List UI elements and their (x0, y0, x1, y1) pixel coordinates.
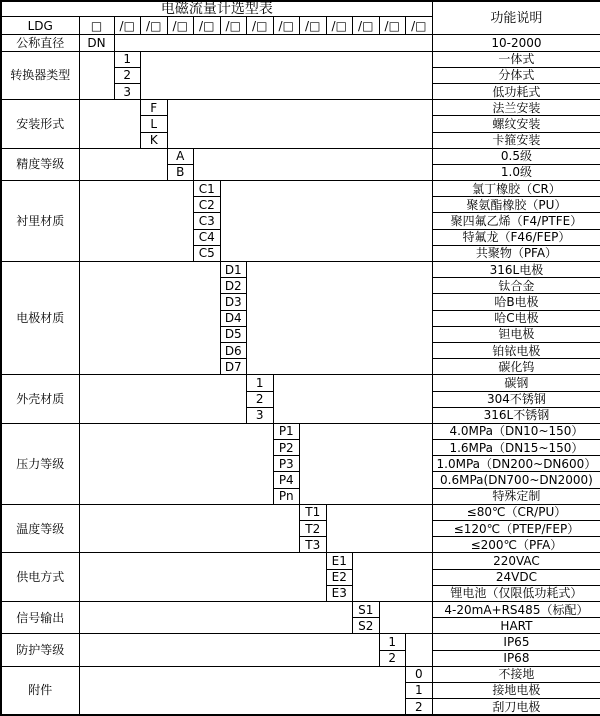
code-cell: E2 (326, 569, 353, 585)
code-cell: C5 (194, 245, 221, 261)
desc-cell: 聚四氟乙烯（F4/PTFE） (432, 213, 600, 229)
code-cell: 3 (114, 83, 141, 99)
code-slot: /□ (167, 17, 194, 35)
desc-cell: 低功耗式 (432, 83, 600, 99)
code-slot: /□ (141, 17, 168, 35)
group-label: 公称直径 (1, 35, 79, 51)
group-label: 信号输出 (1, 601, 79, 633)
code-cell: 2 (114, 67, 141, 83)
desc-cell: 锂电池（仅限低功耗式） (432, 585, 600, 601)
filler-cell (79, 375, 247, 424)
filler-cell (79, 634, 379, 666)
desc-cell: ≤120℃（PTEP/FEP） (432, 521, 600, 537)
filler-cell (79, 553, 326, 602)
desc-cell: 碳钢 (432, 375, 600, 391)
code-cell: D7 (220, 359, 247, 375)
code-cell: P3 (273, 456, 300, 472)
desc-cell: 共聚物（PFA） (432, 245, 600, 261)
desc-cell: 304不锈钢 (432, 391, 600, 407)
desc-cell: 碳化钨 (432, 359, 600, 375)
code-cell: 1 (406, 682, 433, 698)
desc-cell: 1.6MPa（DN15~150） (432, 440, 600, 456)
desc-cell: 铂铱电极 (432, 342, 600, 358)
filler-cell (379, 601, 432, 633)
desc-cell: 分体式 (432, 67, 600, 83)
code-cell: 3 (247, 407, 274, 423)
code-cell: C4 (194, 229, 221, 245)
desc-cell: 特氟龙（F46/FEP） (432, 229, 600, 245)
group-label: 温度等级 (1, 504, 79, 553)
desc-cell: 24VDC (432, 569, 600, 585)
filler-cell (79, 423, 273, 504)
code-cell: T3 (300, 537, 327, 553)
group-label: 压力等级 (1, 423, 79, 504)
code-cell: P1 (273, 423, 300, 439)
code-cell: B (167, 164, 194, 180)
desc-cell: 不接地 (432, 666, 600, 682)
filler-cell (79, 181, 194, 262)
desc-cell: HART (432, 618, 600, 634)
code-cell: S1 (353, 601, 380, 617)
filler-cell (247, 262, 433, 375)
desc-cell: 哈C电极 (432, 310, 600, 326)
code-cell: C2 (194, 197, 221, 213)
desc-cell: 钽电极 (432, 326, 600, 342)
group-label: 转换器类型 (1, 51, 79, 100)
code-cell: A (167, 148, 194, 164)
function-column-header: 功能说明 (432, 1, 600, 35)
desc-cell: 螺纹安装 (432, 116, 600, 132)
code-cell: 2 (247, 391, 274, 407)
code-cell: 2 (379, 650, 406, 666)
desc-cell: 哈B电极 (432, 294, 600, 310)
code-slot: /□ (247, 17, 274, 35)
desc-cell: IP68 (432, 650, 600, 666)
code-cell: C3 (194, 213, 221, 229)
desc-cell: 特殊定制 (432, 488, 600, 504)
code-cell: D1 (220, 262, 247, 278)
code-slot: /□ (194, 17, 221, 35)
code-cell: E3 (326, 585, 353, 601)
code-cell: 1 (114, 51, 141, 67)
desc-cell: ≤200℃（PFA） (432, 537, 600, 553)
desc-cell: 卡箍安装 (432, 132, 600, 148)
desc-cell: 316L不锈钢 (432, 407, 600, 423)
code-cell: P4 (273, 472, 300, 488)
desc-cell: 一体式 (432, 51, 600, 67)
code-cell: E1 (326, 553, 353, 569)
group-label: 外壳材质 (1, 375, 79, 424)
group-label: 精度等级 (1, 148, 79, 180)
filler-cell (300, 423, 433, 504)
filler-cell (220, 181, 432, 262)
code-slot: /□ (326, 17, 353, 35)
code-cell: S2 (353, 618, 380, 634)
code-cell: D3 (220, 294, 247, 310)
code-cell: D4 (220, 310, 247, 326)
filler-cell (406, 634, 433, 666)
table-title: 电磁流量计选型表 (1, 1, 432, 17)
desc-cell: 聚氨酯橡胶（PU） (432, 197, 600, 213)
code-cell: D6 (220, 342, 247, 358)
group-label: 安装形式 (1, 100, 79, 149)
code-cell: L (141, 116, 168, 132)
code-cell: 1 (379, 634, 406, 650)
filler-cell (353, 553, 433, 602)
code-slot: /□ (300, 17, 327, 35)
desc-cell: 0.6MPa(DN700~DN2000) (432, 472, 600, 488)
desc-cell: 10-2000 (432, 35, 600, 51)
desc-cell: 1.0级 (432, 164, 600, 180)
filler-cell (141, 51, 433, 100)
group-label: 附件 (1, 666, 79, 715)
group-label: 防护等级 (1, 634, 79, 666)
desc-cell: 接地电极 (432, 682, 600, 698)
code-cell: DN (79, 35, 114, 51)
group-label: 电极材质 (1, 262, 79, 375)
filler-cell (79, 100, 141, 149)
desc-cell: 220VAC (432, 553, 600, 569)
code-slot: /□ (406, 17, 433, 35)
group-label: 供电方式 (1, 553, 79, 602)
desc-cell: 钛合金 (432, 278, 600, 294)
code-cell: T1 (300, 504, 327, 520)
filler-cell (326, 504, 432, 553)
code-cell: F (141, 100, 168, 116)
desc-cell: IP65 (432, 634, 600, 650)
desc-cell: 316L电极 (432, 262, 600, 278)
filler-cell (114, 35, 432, 51)
code-slot: /□ (273, 17, 300, 35)
desc-cell: 0.5级 (432, 148, 600, 164)
group-label: 衬里材质 (1, 181, 79, 262)
filler-cell (273, 375, 432, 424)
code-cell: D5 (220, 326, 247, 342)
filler-cell (194, 148, 433, 180)
desc-cell: 4-20mA+RS485（标配） (432, 601, 600, 617)
code-slot: /□ (379, 17, 406, 35)
code-cell: T2 (300, 521, 327, 537)
code-cell: C1 (194, 181, 221, 197)
desc-cell: 4.0MPa（DN10~150） (432, 423, 600, 439)
code-slot: /□ (353, 17, 380, 35)
desc-cell: ≤80℃（CR/PU） (432, 504, 600, 520)
code-slot: /□ (220, 17, 247, 35)
code-box: □ (79, 17, 114, 35)
code-slot: /□ (114, 17, 141, 35)
code-cell: 1 (247, 375, 274, 391)
model-prefix: LDG (1, 17, 79, 35)
code-cell: K (141, 132, 168, 148)
desc-cell: 法兰安装 (432, 100, 600, 116)
code-cell: Pn (273, 488, 300, 504)
filler-cell (79, 262, 220, 375)
code-cell: D2 (220, 278, 247, 294)
code-cell: 0 (406, 666, 433, 682)
filler-cell (79, 51, 114, 100)
filler-cell (167, 100, 432, 149)
filler-cell (79, 601, 353, 633)
filler-cell (79, 504, 300, 553)
desc-cell: 刮刀电极 (432, 699, 600, 715)
code-cell: P2 (273, 440, 300, 456)
filler-cell (79, 666, 406, 715)
desc-cell: 氯丁橡胶（CR） (432, 181, 600, 197)
desc-cell: 1.0MPa（DN200~DN600） (432, 456, 600, 472)
filler-cell (79, 148, 167, 180)
code-cell: 2 (406, 699, 433, 715)
